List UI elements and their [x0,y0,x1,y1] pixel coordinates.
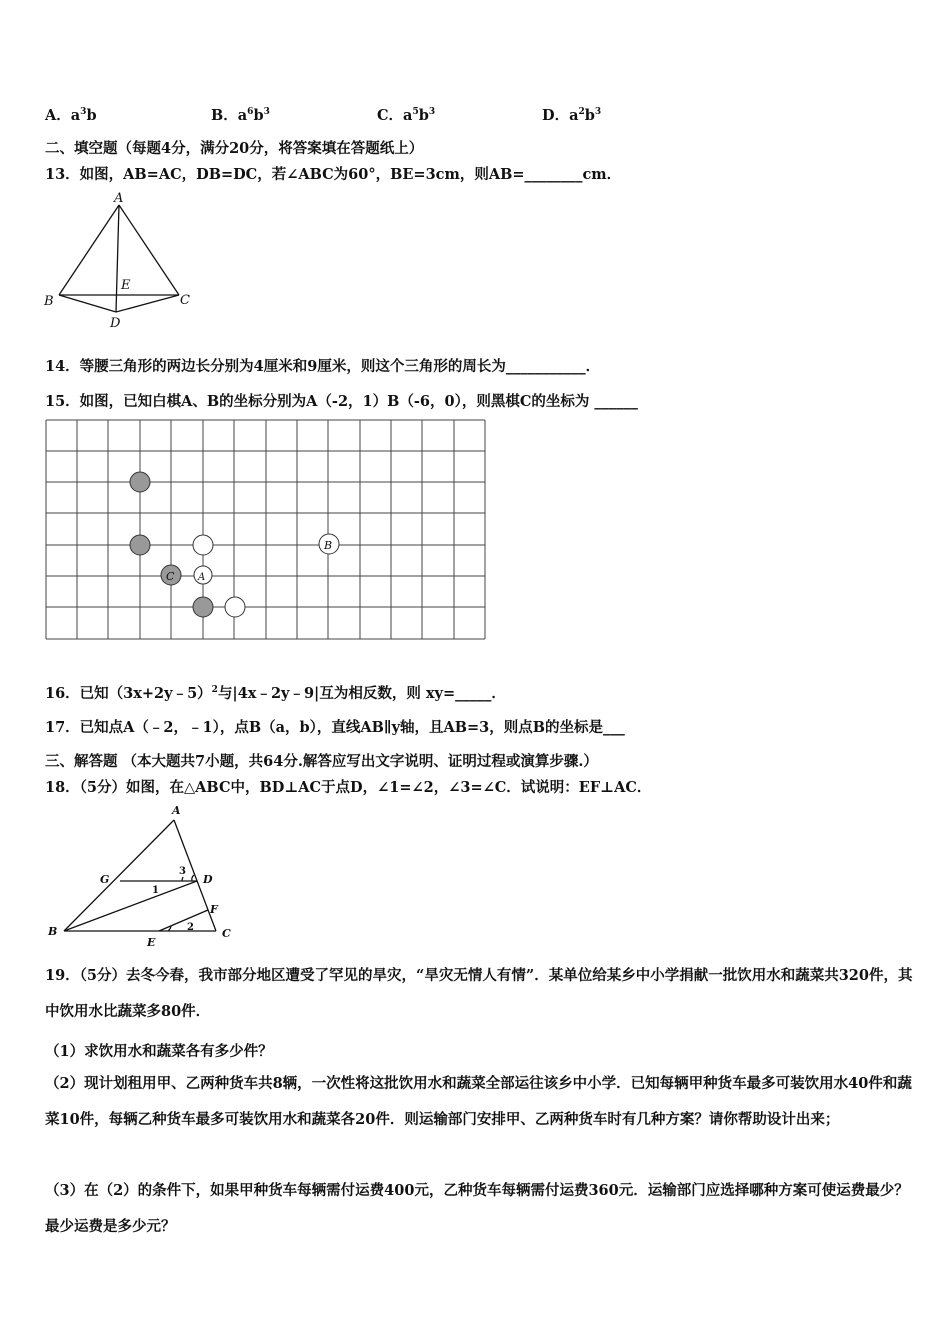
fig18-angle-2: 2 [187,922,194,933]
fig18-label-d: D [203,873,213,886]
fig18-label-g: G [100,873,110,886]
question-19-part1: （1）求饮用水和蔬菜各有多少件？ [45,1043,273,1060]
black-stone [193,597,213,617]
fig18-label-f: F [210,903,218,916]
fig18-label-c: C [222,927,231,940]
fig18-angle-3: 3 [179,866,186,877]
question-19-part2: （2）现计划租用甲、乙两种货车共8辆，一次性将这批饮用水和蔬菜全部运往该乡中小学．已知每辆甲种货车最多可装饮用水40件和蔬菜10件，每辆乙种货车最多可装饮用水和蔬菜各20件．则运输部门安排甲、乙两种货车时有几种方案？请你帮助设计出来； [45,1075,912,1128]
question-17: 17．已知点A（﹣2，﹣1），点B（a，b），直线AB∥y轴，且AB=3，则点B的坐标是___ [45,719,625,736]
fig13-label-a: A [114,191,124,206]
question-16: 16．已知（3x+2y﹣5）$^2$与|4x﹣2y﹣9|互为相反数，则 xy=_____． [45,685,506,702]
white-stone [193,535,213,555]
white-stone [225,597,245,617]
fig18-label-b: B [48,925,58,938]
section3-heading: 三、解答题 （本大题共7小题，共64分.解答应写出文字说明、证明过程或演算步骤.） [45,753,598,770]
board-grid [46,420,485,639]
stone-label-a: A [198,572,206,583]
option-b: B．$a^6b^3$ [211,107,270,124]
question-19-part3: （3）在（2）的条件下，如果甲种货车每辆需付运费400元，乙种货车每辆需付运费360元．运输部门应选择哪种方案可使运费最少？最少运费是多少元？ [45,1182,909,1235]
option-a: A．$a^3b$ [45,107,97,124]
question-13: 13．如图，AB=AC，DB=DC，若∠ABC为60°，BE=3cm，则AB=________cm． [45,166,622,183]
question-14: 14．等腰三角形的两边长分别为4厘米和9厘米，则这个三角形的周长为___________． [45,358,601,375]
black-stone [130,472,150,492]
fig18-label-a: A [172,804,181,817]
figure-18 [40,800,250,950]
figure-15-board [40,415,490,645]
section2-heading: 二、填空题（每题4分，满分20分，将答案填在答题纸上） [45,140,424,157]
fig13-label-d: D [110,316,121,331]
question-19-intro: 19．（5分）去冬今春，我市部分地区遭受了罕见的旱灾，“旱灾无情人有情”．某单位给某乡中小学捐献一批饮用水和蔬菜共320件，其中饮用水比蔬菜多80件． [45,967,913,1020]
option-c: C．$a^5b^3$ [377,107,436,124]
fig18-label-e: E [147,936,156,949]
question-15: 15．如图，已知白棋A、B的坐标分别为A（-2，1）B（-6，0），则黑棋C的坐标为 ______ [45,393,638,410]
black-stone [130,535,150,555]
figure-13 [40,188,200,333]
question-18: 18．（5分）如图，在△ABC中，BD⊥AC于点D，∠1=∠2，∠3=∠C．试说明：EF⊥AC． [45,779,652,796]
stone-label-c: C [166,570,175,583]
fig13-label-e: E [121,278,131,293]
stone-label-b: B [324,539,333,552]
fig13-label-c: C [180,293,190,308]
option-d: D．$a^2b^3$ [542,107,602,124]
fig13-label-b: B [44,294,54,309]
fig18-angle-1: 1 [152,885,159,896]
